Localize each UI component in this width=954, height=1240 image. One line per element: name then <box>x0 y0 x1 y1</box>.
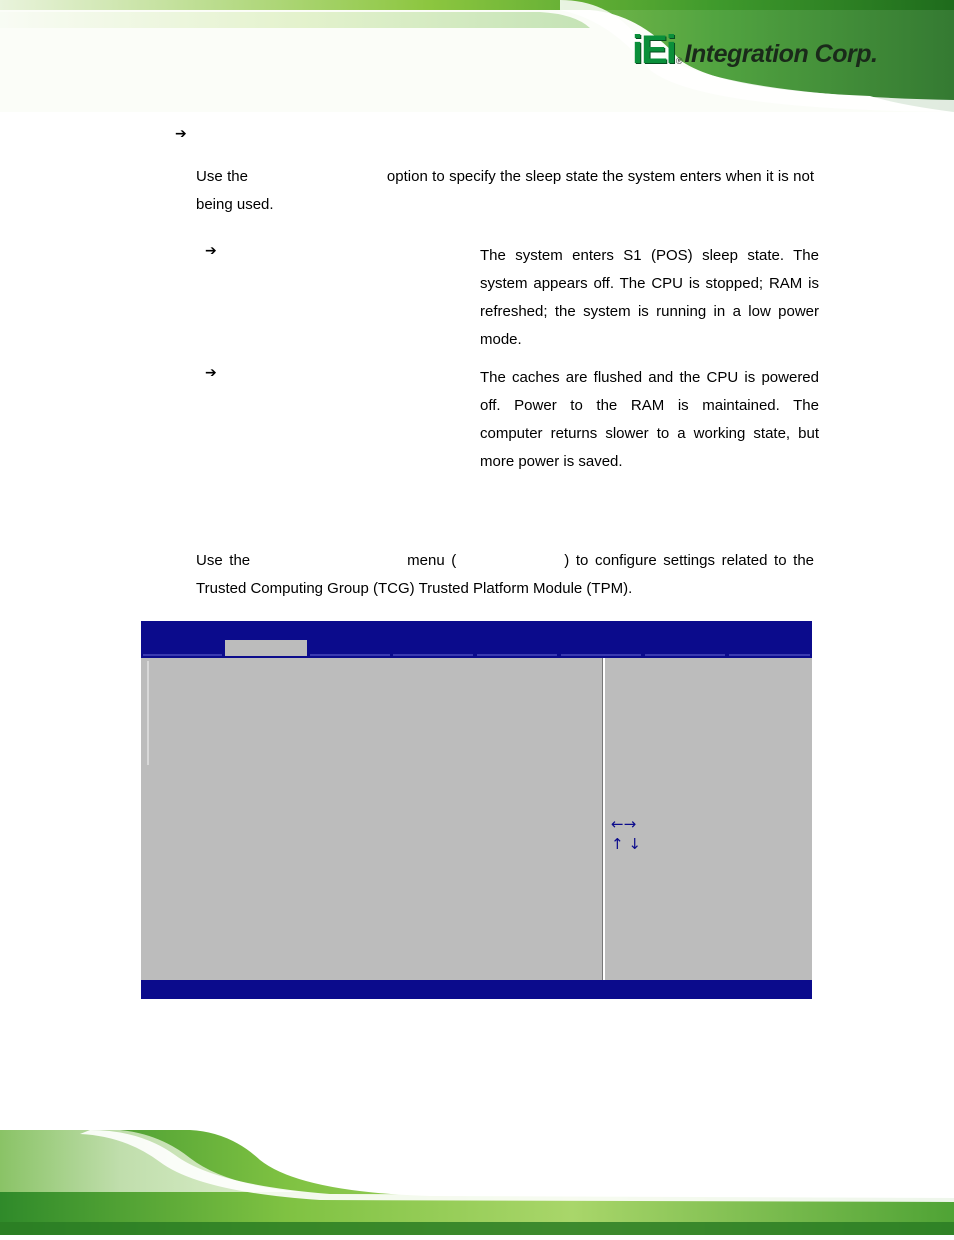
para-start: Use the <box>196 552 251 569</box>
page-header-banner <box>0 0 954 112</box>
para-rest: option to specify the sleep state the system enters when it is not being used. <box>196 168 814 213</box>
suspend-mode-paragraph <box>196 163 814 219</box>
bios-tab[interactable] <box>645 640 725 656</box>
logo-mark: iEi <box>632 28 675 72</box>
page-footer-banner <box>0 1130 954 1235</box>
bios-scroll-marker <box>147 661 149 765</box>
bios-tab-bar <box>141 638 812 658</box>
arrow-bullet-icon: ➔ <box>205 365 217 381</box>
bios-title-bar <box>141 621 812 638</box>
bios-tab[interactable] <box>561 640 641 656</box>
logo-registered-mark: ® <box>675 56 683 66</box>
arrow-bullet-icon: ➔ <box>175 126 187 142</box>
company-logo <box>632 30 877 70</box>
bios-tab[interactable] <box>477 640 557 656</box>
bios-screenshot <box>141 621 812 999</box>
bios-tab-active[interactable] <box>225 640 307 656</box>
bios-tab[interactable] <box>729 640 810 656</box>
tpm-paragraph <box>196 547 814 603</box>
option2-text: The caches are flushed and the CPU is powered off. Power to the RAM is maintained. The computer returns slower to a working state, but more power is saved. <box>480 369 819 470</box>
left-right-arrows-icon: ←→ <box>611 815 637 833</box>
para-rest: ) to configure settings related to the Trusted Computing Group (TCG) Trusted Platform Module (TPM). <box>196 552 815 597</box>
bios-help-panel <box>611 814 641 854</box>
footer-graphic <box>0 1130 954 1235</box>
logo-text: Integration Corp. <box>684 39 878 68</box>
bios-status-bar <box>141 980 812 999</box>
up-down-arrows-icon: ↑ ↓ <box>611 835 641 853</box>
option1-description <box>480 242 819 354</box>
bios-tab[interactable] <box>393 640 473 656</box>
bios-tab[interactable] <box>143 640 222 656</box>
arrow-bullet-icon: ➔ <box>205 243 217 259</box>
para-start: Use the <box>196 168 248 185</box>
option1-text: The system enters S1 (POS) sleep state. The system appears off. The CPU is stopped; RAM is refreshed; the system is running in a low power mode. <box>480 247 819 348</box>
bios-tab[interactable] <box>310 640 390 656</box>
para-menu: menu ( <box>407 552 457 569</box>
bios-panel-divider <box>602 658 605 980</box>
option2-description <box>480 364 819 476</box>
